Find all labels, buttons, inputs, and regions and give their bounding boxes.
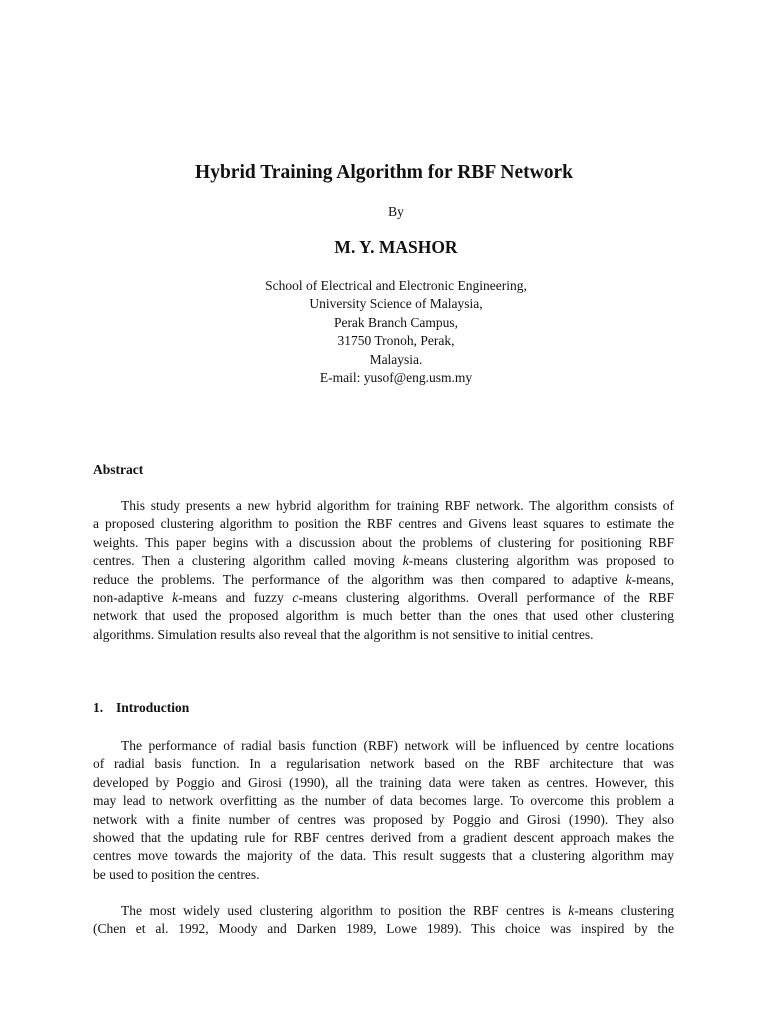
text-line: weights. This paper begins with a discussion about the problems of clustering for positioning RBF — [93, 534, 674, 550]
text-line: be used to position the centres. — [93, 866, 260, 882]
paper-title: Hybrid Training Algorithm for RBF Network — [195, 162, 573, 183]
text-line: network that used the proposed algorithm is much better than the ones that used other clustering — [93, 608, 674, 624]
affiliation-line: School of Electrical and Electronic Engineering, — [265, 278, 527, 293]
text-line: This study presents a new hybrid algorithm for training RBF network. The algorithm consists of — [121, 498, 674, 513]
text-line: may lead to network overfitting as the number of data becomes large. To overcome this problem a — [93, 793, 674, 809]
text-line: (Chen et al. 1992, Moody and Darken 1989, Lowe 1989). This choice was inspired by the — [93, 921, 674, 937]
affiliation-line: Perak Branch Campus, — [333, 314, 459, 330]
text-line: reduce the problems. The performance of the algorithm was then compared to adaptive k-means, — [93, 571, 674, 587]
text-line: centres. Then a clustering algorithm called moving k-means clustering algorithm was proposed to — [93, 553, 674, 569]
text-line: developed by Poggio and Girosi (1990), all the training data were taken as centres. However, this — [93, 774, 674, 790]
section-number: 1. — [93, 700, 104, 715]
affiliation-line: University Science of Malaysia, — [309, 296, 483, 312]
text-line: algorithms. Simulation results also reveal that the algorithm is not sensitive to initial centres. — [93, 626, 594, 642]
introduction-paragraph-1 — [93, 737, 674, 884]
text-line: The performance of radial basis function (RBF) network will be influenced by centre locations — [121, 738, 674, 753]
text-line: network with a finite number of centres was proposed by Poggio and Girosi (1990). They also — [93, 811, 674, 827]
affiliation-line: Malaysia. — [369, 351, 423, 367]
author-name: M. Y. MASHOR — [334, 237, 458, 257]
text-line: The most widely used clustering algorithm to position the RBF centres is k-means clustering — [121, 903, 674, 918]
text-line: centres move towards the majority of the data. This result suggests that a clustering algorithm may — [93, 848, 674, 864]
text-line: showed that the updating rule for RBF centres derived from a gradient descent approach makes the — [93, 829, 674, 845]
section-heading-introduction — [93, 699, 189, 717]
affiliation-line: 31750 Tronoh, Perak, — [337, 333, 455, 349]
text-line: non-adaptive k-means and fuzzy c-means clustering algorithms. Overall performance of the RBF — [93, 589, 674, 605]
abstract-heading: Abstract — [93, 462, 144, 477]
abstract-paragraph — [93, 497, 674, 644]
author-affiliation — [0, 277, 768, 387]
text-line: of radial basis function. In a regularisation network based on the RBF architecture that was — [93, 756, 674, 772]
introduction-paragraph-2 — [93, 902, 674, 939]
email-line: E-mail: yusof@eng.usm.my — [319, 370, 473, 386]
text-line: a proposed clustering algorithm to position the RBF centres and Givens least squares to estimate the — [93, 516, 674, 532]
section-title: Introduction — [116, 700, 190, 715]
by-line: By — [388, 204, 404, 219]
